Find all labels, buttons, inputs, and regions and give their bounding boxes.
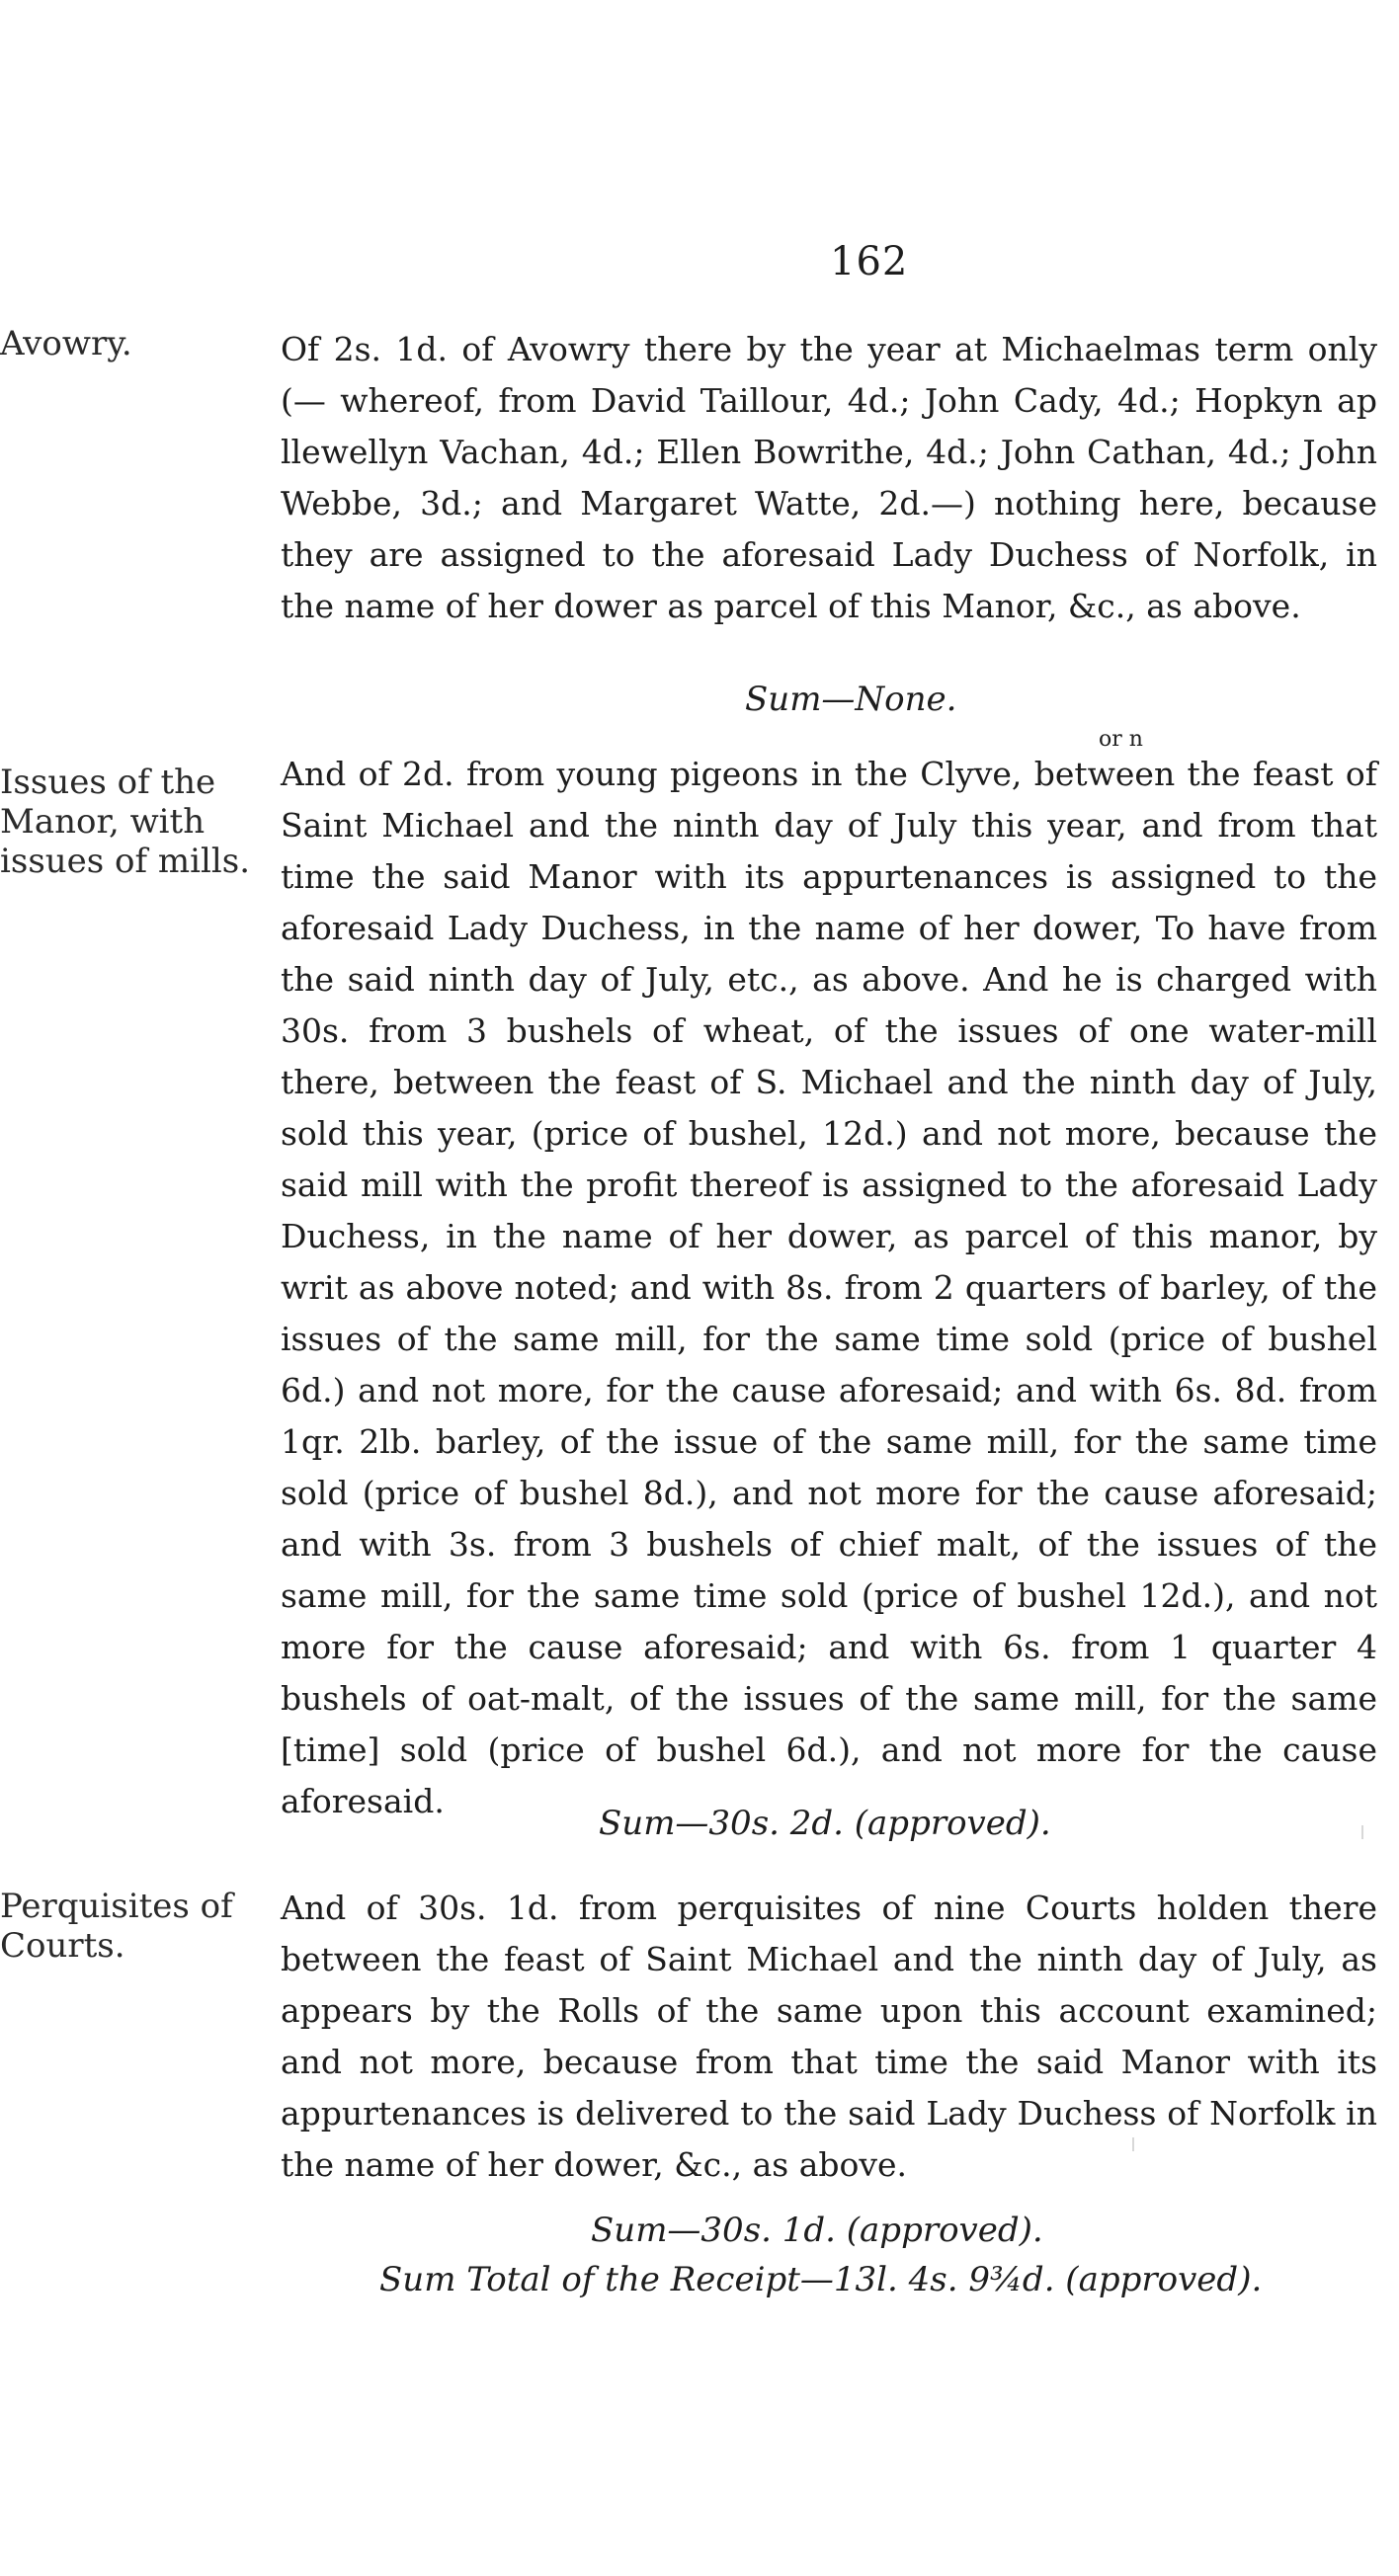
sum-perquisites: Sum—30s. 1d. (approved). bbox=[591, 2211, 1043, 2250]
margin-note-perquisites: Perquisites of Courts. bbox=[0, 1887, 233, 1966]
sum-issues: Sum—30s. 2d. (approved). bbox=[599, 1804, 1051, 1843]
paragraph-perquisites: And of 30s. 1d. from perquisites of nine Courts holden there between the feast of Saint Michael and the ninth day of July, as appears by the Rolls of the same upon this account examined; and not more, because from that time the said Manor with its appurtenances is delivered to the said Lady Duchess of Norfolk in the name of her dower, &c., as above. bbox=[281, 1889, 1377, 2184]
ink-mark bbox=[1361, 1825, 1363, 1839]
sum-avowry: Sum—None. bbox=[745, 680, 957, 719]
paragraph-avowry: Of 2s. 1d. of Avowry there by the year at Michaelmas term only (— whereof, from David Taillour, 4d.; John Cady, 4d.; Hopkyn ap llewellyn Vachan, 4d.; Ellen Bowrithe, 4d.; John Cathan, 4d.; John Webbe, 3d.; and Margaret Watte, 2d.—) nothing here, because they are assigned to the aforesaid Lady Duchess of Norfolk, in the name of her dower as parcel of this Manor, &c., as above. bbox=[281, 330, 1377, 625]
margin-note-issues: Issues of the Manor, with issues of mills. bbox=[0, 763, 251, 881]
ink-mark bbox=[1132, 2137, 1134, 2151]
annotation-or-n: or n bbox=[1099, 727, 1143, 752]
page-number: 162 bbox=[830, 239, 909, 284]
margin-note-avowry: Avowry. bbox=[0, 324, 132, 363]
sum-total: Sum Total of the Receipt—13l. 4s. 9¾d. (approved). bbox=[379, 2260, 1263, 2299]
paragraph-issues: And of 2d. from young pigeons in the Clyve, between the feast of Saint Michael and the ninth day of July this year, and from that time the said Manor with its appurtenances is assigned to the aforesaid Lady Duchess, in the name of her dower, To have from the said ninth day of July, etc., as above. And he is charged with 30s. from 3 bushels of wheat, of the issues of one water-mill there, between the feast of S. Michael and the ninth day of July, sold this year, (price of bushel, 12d.) and not more, because the said mill with the profit thereof is assigned to the aforesaid Lady Duchess, in the name of her dower, as parcel of this manor, by writ as above noted; and with 8s. from 2 quarters of barley, of the issues of the same mill, for the same time sold (price of bushel 6d.) and not more, for the cause aforesaid; and with 6s. 8d. from 1qr. 2lb. barley, of the issue of the same mill, for the same time sold (price of bushel 8d.), and not more for the cause aforesaid; and with 3s. from 3 bushels of chief malt, of the issues of the same mill, for the same time sold (price of bushel 12d.), and not more for the cause aforesaid; and with 6s. from 1 quarter 4 bushels of oat-malt, of the issues of the same mill, for the same [time] sold (price of bushel 6d.), and not more for the cause aforesaid. bbox=[281, 755, 1377, 1820]
